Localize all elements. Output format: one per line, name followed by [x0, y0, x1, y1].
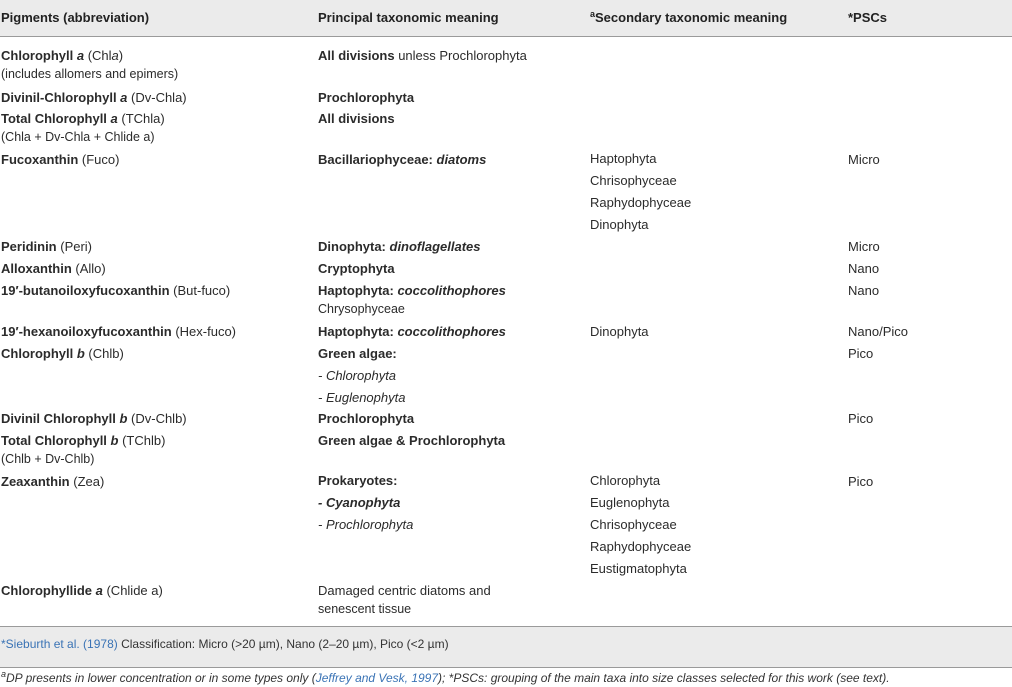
- pigment-abbr: (Dv-Chlb): [127, 411, 187, 426]
- header-secondary: [590, 8, 787, 27]
- pigment-abbr: (Chlide a): [102, 583, 163, 598]
- principal-bold: Cryptophyta: [318, 261, 395, 276]
- principal-bold: Haptophyta:: [318, 283, 398, 298]
- principal-bold-italic: dinoflagellates: [389, 239, 481, 254]
- table-row-secondary: [590, 470, 691, 580]
- secondary-item: Raphydophyceae: [590, 539, 692, 554]
- pigment-symbol: a: [110, 111, 118, 126]
- pigment-note: (includes allomers and epimers): [1, 67, 179, 81]
- table-row-pigment: [1, 237, 92, 256]
- principal-bold: Prochlorophyta: [318, 411, 415, 426]
- pigment-symbol: a: [76, 48, 85, 63]
- table-row-pigment: [1, 472, 104, 491]
- footnote-classification-text: Classification: Micro (>20 µm), Nano (2–20 µm), Pico (<2 µm): [117, 637, 449, 651]
- pigment-abbr-italic: a: [111, 48, 119, 63]
- table-row-psc: Pico: [848, 411, 874, 426]
- pigment-symbol: a: [120, 90, 128, 105]
- secondary-item: Dinophyta: [590, 217, 649, 232]
- header-secondary-sup: a: [590, 9, 596, 19]
- pigment-name: Fucoxanthin: [1, 152, 79, 167]
- table-row-psc: Nano: [848, 261, 880, 276]
- header-principal: Principal taxonomic meaning: [318, 10, 499, 25]
- table-row-psc: Pico: [848, 346, 874, 361]
- secondary-item: Chrisophyceae: [590, 173, 677, 188]
- table-row-psc: Pico: [848, 474, 874, 489]
- principal-bold: All divisions: [318, 111, 395, 126]
- principal-plain: Damaged centric diatoms and: [318, 583, 491, 598]
- principal-bold: Green algae:: [318, 346, 397, 361]
- footnote-pscs: [1, 671, 890, 685]
- principal-bold: Dinophyta:: [318, 239, 390, 254]
- secondary-item: Chrisophyceae: [590, 517, 677, 532]
- pigment-name: Peridinin: [1, 239, 57, 254]
- pigment-abbr-close: ): [118, 48, 124, 63]
- header-secondary-label: Secondary taxonomic meaning: [595, 10, 788, 25]
- principal-bold-italic: diatoms: [436, 152, 487, 167]
- table-row-principal: [318, 150, 486, 169]
- table-row-psc: Nano/Pico: [848, 324, 908, 339]
- table-row-pigment: [1, 150, 119, 169]
- pigment-name: 19′-butanoiloxyfucoxanthin: [1, 283, 170, 298]
- pigment-abbr: (TChla): [117, 111, 165, 126]
- table-row-pigment: [1, 259, 106, 278]
- pigment-abbr: (Zea): [69, 474, 105, 489]
- principal-item: - Prochlorophyta: [318, 517, 414, 532]
- footnote-citation-link[interactable]: *Sieburth et al. (1978): [1, 637, 118, 651]
- pigment-name: Divinil Chlorophyll: [1, 411, 120, 426]
- pigment-abbr: (Dv-Chla): [127, 90, 187, 105]
- table-row-pigment: [1, 281, 230, 300]
- pigment-name: Total Chlorophyll: [1, 433, 111, 448]
- pigment-note: (Chlb + Dv-Chlb): [1, 452, 95, 466]
- principal-extra: Chrysophyceae: [318, 302, 405, 316]
- table-row-pigment: [1, 344, 124, 363]
- table-row-psc: Nano: [848, 283, 880, 298]
- footnote-text-1: DP presents in lower concentration or in some types only (: [6, 671, 316, 685]
- pigment-abbr: (Hex-fuco): [171, 324, 237, 339]
- pigment-abbr: (TChlb): [118, 433, 166, 448]
- table-row-secondary: [590, 148, 691, 236]
- secondary-item: Eustigmatophyta: [590, 561, 687, 576]
- table-row-pigment: [1, 409, 187, 428]
- pigment-symbol: b: [110, 433, 119, 448]
- table-row-pigment: [1, 581, 163, 600]
- principal-bold: Haptophyta:: [318, 324, 398, 339]
- principal-item: - Chlorophyta: [318, 368, 397, 383]
- pigment-symbol: b: [76, 346, 85, 361]
- principal-extra: senescent tissue: [318, 602, 412, 616]
- table-row-principal: [318, 470, 413, 536]
- footnote-classification: [1, 637, 449, 651]
- pigment-abbr: (Chl: [84, 48, 112, 63]
- principal-bold: All divisions: [318, 48, 395, 63]
- principal-bold-italic: coccolithophores: [397, 324, 506, 339]
- pigment-symbol: a: [95, 583, 103, 598]
- secondary-item: Haptophyta: [590, 151, 657, 166]
- principal-item: - Euglenophyta: [318, 390, 406, 405]
- principal-bold: Bacillariophyceae:: [318, 152, 437, 167]
- pigment-note: (Chla + Dv-Chla + Chlide a): [1, 130, 155, 144]
- principal-bold: Green algae & Prochlorophyta: [318, 433, 506, 448]
- table-row-psc: Micro: [848, 239, 880, 254]
- pigment-abbr: (Peri): [56, 239, 93, 254]
- pigment-name: Zeaxanthin: [1, 474, 70, 489]
- pigment-abbr: (But-fuco): [169, 283, 231, 298]
- pigment-name: Total Chlorophyll: [1, 111, 111, 126]
- pigment-name: Chlorophyllide: [1, 583, 96, 598]
- secondary-item: Euglenophyta: [590, 495, 670, 510]
- header-pscs: *PSCs: [848, 10, 888, 25]
- table-row-principal: [318, 88, 414, 107]
- table-row-principal: [318, 431, 505, 450]
- table-row-pigment: [1, 109, 165, 146]
- table-row-principal: [318, 581, 491, 618]
- table-row-psc: Micro: [848, 152, 880, 167]
- table-row-principal: [318, 409, 414, 428]
- principal-bold: Prokaryotes:: [318, 473, 398, 488]
- footnote-text-2: ); *PSCs: grouping of the main taxa into size classes selected for this work (see text).: [438, 671, 890, 685]
- pigment-abbr: (Allo): [71, 261, 106, 276]
- table-row-principal: [318, 46, 527, 65]
- pigment-symbol: b: [119, 411, 128, 426]
- pigment-name: Alloxanthin: [1, 261, 72, 276]
- table-row-pigment: [1, 431, 165, 468]
- table-row-principal: [318, 259, 395, 278]
- table-row-principal: [318, 322, 506, 341]
- header-pigments: Pigments (abbreviation): [1, 10, 150, 25]
- secondary-item: Raphydophyceae: [590, 195, 692, 210]
- pigment-abbr: (Fuco): [78, 152, 120, 167]
- principal-bold: Prochlorophyta: [318, 90, 415, 105]
- table-row-principal: [318, 237, 481, 256]
- footnote-citation-link[interactable]: Jeffrey and Vesk, 1997: [315, 671, 439, 685]
- principal-item-bold: - Cyanophyta: [318, 495, 401, 510]
- table-row-principal: [318, 281, 506, 318]
- principal-bold-italic: coccolithophores: [397, 283, 506, 298]
- pigment-name: Chlorophyll: [1, 48, 77, 63]
- principal-rest: unless Prochlorophyta: [394, 48, 527, 63]
- pigment-name: Chlorophyll: [1, 346, 77, 361]
- pigment-abbr: (Chlb): [84, 346, 124, 361]
- pigment-name: 19′-hexanoiloxyfucoxanthin: [1, 324, 172, 339]
- table-row-principal: [318, 344, 405, 409]
- table-row-secondary: Dinophyta: [590, 324, 649, 339]
- footnote-sup: a: [1, 669, 7, 679]
- secondary-item: Chlorophyta: [590, 473, 661, 488]
- table-row-pigment: [1, 322, 236, 341]
- table-row-principal: [318, 109, 395, 128]
- header-rule: [0, 36, 1012, 37]
- table-row-pigment: [1, 46, 178, 83]
- table-row-pigment: [1, 88, 187, 107]
- footer-rule-bottom: [0, 667, 1012, 668]
- pigment-name: Divinil-Chlorophyll: [1, 90, 121, 105]
